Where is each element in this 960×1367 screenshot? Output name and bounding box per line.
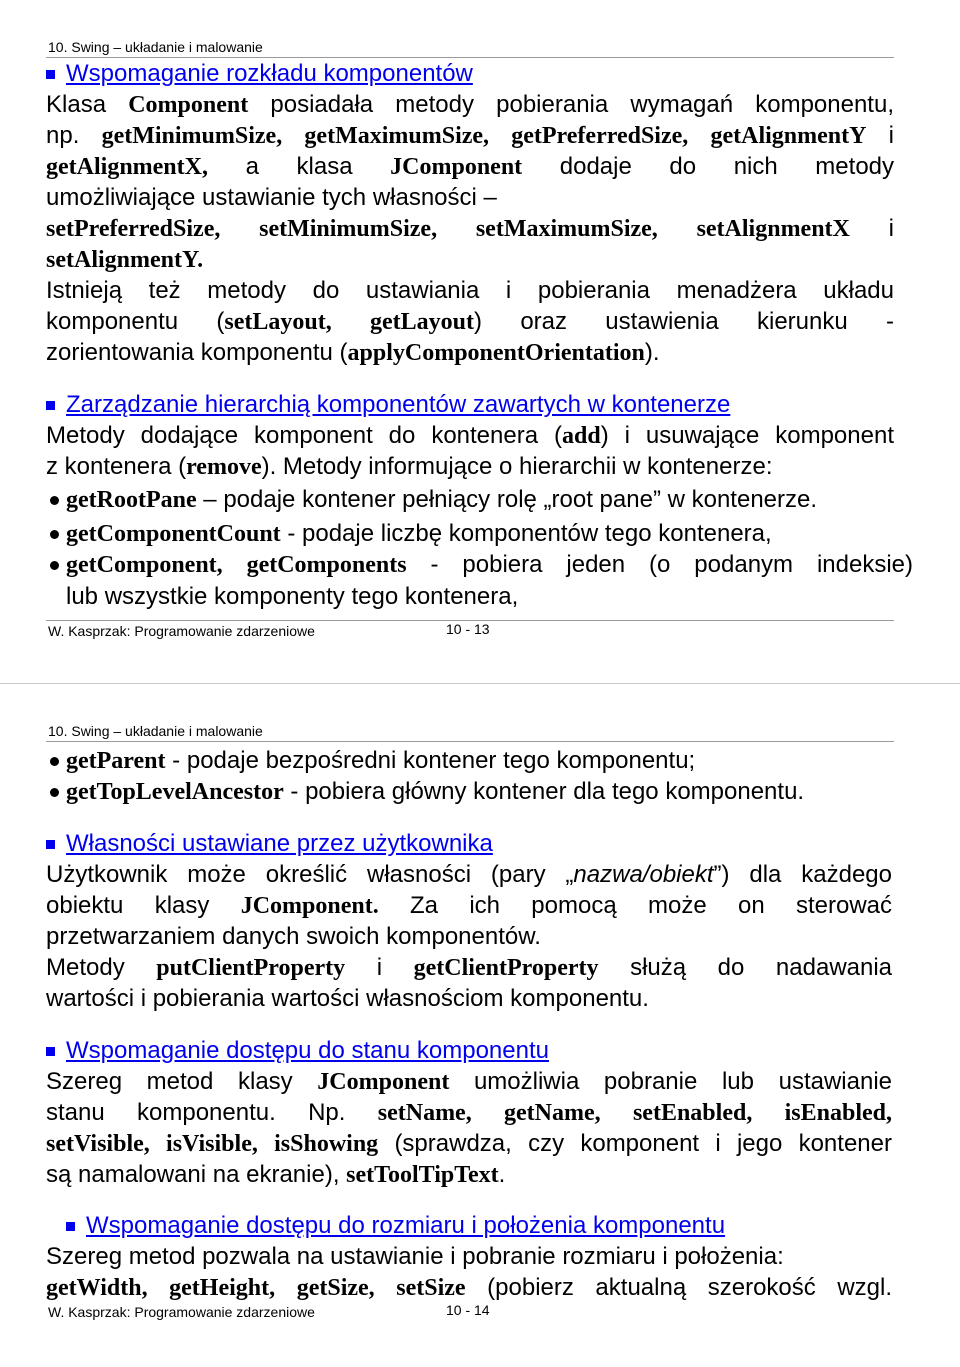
square-bullet-icon — [66, 1222, 75, 1231]
paragraph-line: przetwarzaniem danych swoich komponentów. — [46, 923, 541, 950]
square-bullet-icon — [46, 70, 55, 79]
section-heading-properties[interactable] — [46, 828, 493, 859]
bullet-item: getComponentCount - podaje liczbę komponentów tego kontenera, — [66, 520, 772, 547]
heading-link[interactable]: Wspomaganie dostępu do stanu komponentu — [66, 1037, 549, 1064]
bullet-dot-icon — [50, 757, 59, 766]
paragraph-line: Metody putClientProperty i getClientProperty służą do nadawania — [46, 954, 893, 981]
section-heading-size[interactable] — [66, 1210, 725, 1241]
square-bullet-icon — [46, 401, 55, 410]
paragraph-line: setPreferredSize, setMinimumSize, setMaximumSize, setAlignmentX i — [46, 215, 894, 242]
bullet-dot-icon — [50, 788, 59, 797]
page-number: 10 - 13 — [446, 621, 490, 637]
bullet-dot-icon — [50, 496, 59, 505]
paragraph-line: są namalowani na ekranie), setToolTipText. — [46, 1161, 506, 1188]
bullet-dot-icon — [50, 561, 59, 570]
paragraph-line: zorientowania komponentu (applyComponentOrientation). — [46, 339, 660, 366]
paragraph-line: getAlignmentX, a klasa JComponent dodaje do nich metody — [46, 153, 895, 180]
page-header: 10. Swing – układanie i malowanie — [48, 723, 263, 739]
square-bullet-icon — [46, 1047, 55, 1056]
heading-link[interactable]: Własności ustawiane przez użytkownika — [66, 830, 493, 857]
bullet-item: getRootPane – podaje kontener pełniący rolę „root pane” w kontenerze. — [66, 486, 818, 513]
bullet-dot-icon — [50, 530, 59, 539]
paragraph-line: Istnieją też metody do ustawiania i pobierania menadżera układu — [46, 277, 894, 304]
paragraph-line: Klasa Component posiadała metody pobierania wymagań komponentu, — [46, 91, 894, 118]
bullet-item-continuation: lub wszystkie komponenty tego kontenera, — [66, 583, 519, 610]
heading-link[interactable]: Wspomaganie dostępu do rozmiaru i położenia komponentu — [86, 1212, 726, 1239]
page-separator — [0, 683, 960, 684]
page-footer: W. Kasprzak: Programowanie zdarzeniowe — [48, 623, 315, 639]
section-heading-state[interactable] — [46, 1035, 549, 1066]
bullet-item: getParent - podaje bezpośredni kontener tego komponentu; — [66, 747, 696, 774]
page-number: 10 - 14 — [446, 1302, 490, 1318]
heading-link[interactable]: Zarządzanie hierarchią komponentów zawartych w kontenerze — [66, 391, 731, 418]
header-rule — [46, 741, 894, 742]
square-bullet-icon — [46, 840, 55, 849]
paragraph-line: Użytkownik może określić własności (pary „nazwa/obiekt”) dla każdego — [46, 861, 892, 888]
page-header: 10. Swing – układanie i malowanie — [48, 39, 263, 55]
paragraph-line: komponentu (setLayout, getLayout) oraz ustawienia kierunku - — [46, 308, 894, 335]
bullet-item: getComponent, getComponents - pobiera jeden (o podanym indeksie) — [66, 551, 913, 578]
bullet-item: getTopLevelAncestor - pobiera główny kontener dla tego komponentu. — [66, 778, 805, 805]
paragraph-line: stanu komponentu. Np. setName, getName, setEnabled, isEnabled, — [46, 1099, 893, 1126]
section-heading-hierarchy[interactable] — [46, 389, 730, 420]
paragraph-line: Szereg metod klasy JComponent umożliwia pobranie lub ustawianie — [46, 1068, 892, 1095]
page-footer: W. Kasprzak: Programowanie zdarzeniowe — [48, 1304, 315, 1320]
paragraph-line: obiektu klasy JComponent. Za ich pomocą może on sterować — [46, 892, 893, 919]
paragraph-line: Szereg metod pozwala na ustawianie i pobranie rozmiaru i położenia: — [46, 1243, 784, 1270]
paragraph-line: np. getMinimumSize, getMaximumSize, getPreferredSize, getAlignmentY i — [46, 122, 894, 149]
paragraph-line: setAlignmentY. — [46, 247, 204, 273]
paragraph-line: wartości i pobierania wartości własnościom komponentu. — [46, 985, 649, 1012]
paragraph-line: z kontenera (remove). Metody informujące o hierarchii w kontenerze: — [46, 453, 773, 480]
heading-link[interactable]: Wspomaganie rozkładu komponentów — [66, 60, 473, 87]
paragraph-line: getWidth, getHeight, getSize, setSize (pobierz aktualną szerokość wzgl. — [46, 1274, 893, 1301]
paragraph-line: Metody dodające komponent do kontenera (add) i usuwające komponent — [46, 422, 894, 449]
section-heading-layout[interactable] — [46, 58, 473, 89]
paragraph-line: setVisible, isVisible, isShowing (sprawdza, czy komponent i jego kontener — [46, 1130, 892, 1157]
paragraph-line: umożliwiające ustawianie tych własności – — [46, 184, 497, 211]
